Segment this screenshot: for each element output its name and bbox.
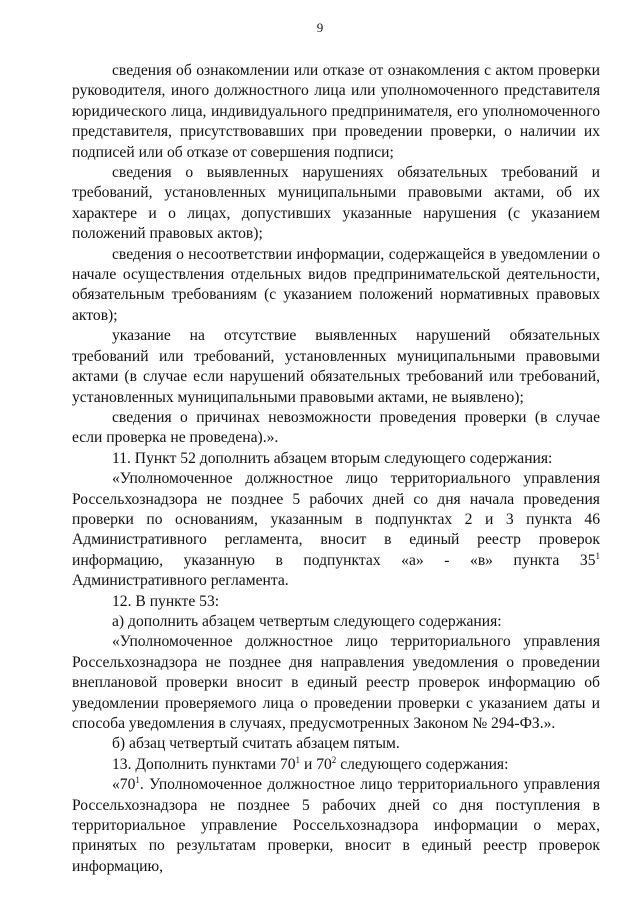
paragraph <box>72 326 600 408</box>
paragraph-text: указание на отсутствие выявленных нарушений обязательных требований или требований, установленных муниципальными правовыми актами (в случае если нарушений обязательных требований или требований, установленных муниципальными правовыми актами, не выявлено); <box>72 327 600 406</box>
paragraph <box>72 592 600 612</box>
paragraph <box>72 734 600 754</box>
paragraph <box>72 755 600 775</box>
paragraph <box>72 449 600 469</box>
paragraph-text: 12. В пункте 53: <box>112 592 220 610</box>
page-number: 9 <box>316 20 324 35</box>
paragraph-text: сведения о несоответствии информации, содержащейся в уведомлении о начале осуществления отдельных видов предпринимательской деятельности, обязательным требованиям (с указанием положений нормативных правовых актов); <box>72 245 600 324</box>
paragraph <box>72 612 600 632</box>
document-body <box>72 61 600 877</box>
paragraph <box>72 61 600 163</box>
paragraph <box>72 163 600 245</box>
superscript: 1 <box>295 754 301 765</box>
paragraph-text: следующего содержания: <box>336 755 509 773</box>
paragraph-text: а) дополнить абзацем четвертым следующего содержания: <box>112 612 502 630</box>
superscript: 1 <box>595 550 600 561</box>
paragraph-text: Административного регламента. <box>72 572 289 590</box>
paragraph <box>72 469 600 591</box>
paragraph-text: 11. Пункт 52 дополнить абзацем вторым следующего содержания: <box>112 449 553 467</box>
paragraph-text: 13. Дополнить пунктами 70 <box>112 755 296 773</box>
paragraph-text: «Уполномоченное должностное лицо территориального управления Россельхознадзора не позднее 5 рабочих дней со дня начала проведения проверки по основаниям, указанным в подпунктах 2 и 3 пункта 46 Административного регламента, вносит в единый реестр проверок информацию, указанную в подпунктах «а» - «в» пункта 35 <box>72 470 600 569</box>
paragraph <box>72 632 600 734</box>
paragraph-text: б) абзац четвертый считать абзацем пятым. <box>112 735 400 753</box>
superscript: 1 <box>135 775 140 786</box>
paragraph-text: . Уполномоченное должностное лицо территориального управления Россельхознадзора не позднее 5 рабочих дней со дня поступления в территориальное управление Россельхознадзора информации о мерах, принятых по результатам проверки, вносит в единый реестр проверок информацию, <box>72 776 600 875</box>
paragraph-text: и 70 <box>300 755 332 773</box>
paragraph-text: «70 <box>112 776 136 794</box>
superscript: 2 <box>331 754 337 765</box>
paragraph-text: сведения о выявленных нарушениях обязательных требований и требований, установленных муниципальными правовыми актами, об их характере и о лицах, допустивших указанные нарушения (с указанием положений правовых актов); <box>72 164 600 243</box>
paragraph <box>72 408 600 449</box>
paragraph <box>72 775 600 877</box>
paragraph-text: «Уполномоченное должностное лицо территориального управления Россельхознадзора не позднее дня направления уведомления о проведении внеплановой проверки вносит в единый реестр проверок информацию об уведомлении проверяемого лица о проведении проверки с указанием даты и способа уведомления в случаях, предусмотренных Законом № 294-ФЗ.». <box>72 633 600 732</box>
paragraph-text: сведения о причинах невозможности проведения проверки (в случае если проверка не проведена).». <box>72 408 600 447</box>
paragraph <box>72 245 600 327</box>
paragraph-text: сведения об ознакомлении или отказе от ознакомления с актом проверки руководителя, иного должностного лица или уполномоченного представителя юридического лица, индивидуального предпринимателя, его уполномоченного представителя, присутствовавших при проведении проверки, о наличии их подписей или об отказе от совершения подписи; <box>72 62 600 161</box>
